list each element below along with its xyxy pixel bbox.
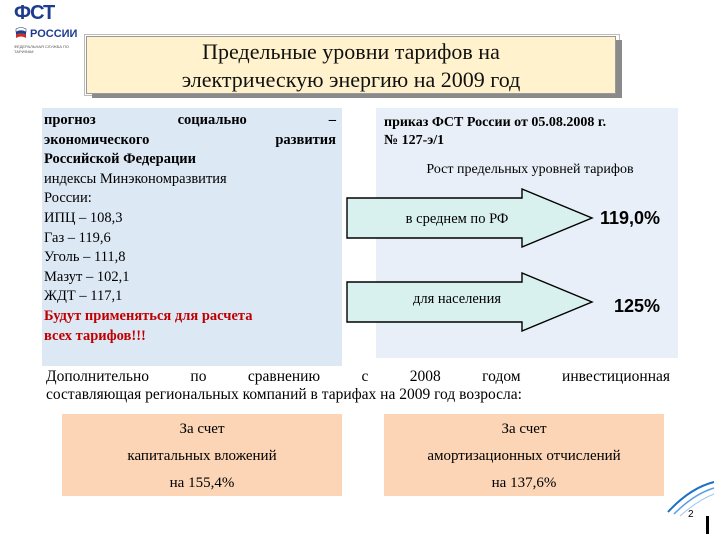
forecast-line-3: Российской Федерации: [44, 151, 197, 168]
order-line-2: № 127-э/1: [384, 133, 445, 148]
tariff-growth-caption: Рост предельных уровней тарифов: [426, 162, 634, 177]
russian-flag-icon: [14, 26, 28, 40]
forecast-line-2: экономического развития: [44, 131, 336, 148]
page-title: [86, 38, 616, 94]
depreciation-box-line-3: на 137,6%: [491, 475, 557, 491]
title-line-2: электрическую энергию на 2009 год: [181, 67, 521, 92]
corner-bar: [706, 516, 709, 534]
average-tariff-value: 119,0%: [600, 208, 661, 228]
investment-line-2: составляющая региональных компаний в тарифах на 2009 год возросла:: [46, 386, 522, 403]
population-tariff-value: 125%: [614, 296, 661, 316]
page-number: 2: [688, 509, 694, 520]
logo-tagline: ФЕДЕРАЛЬНАЯ СЛУЖБА ПО ТАРИФАМ: [14, 44, 69, 54]
forecast-line-4: индексы Минэкономразвития: [44, 170, 227, 187]
capital-investments-box: [62, 414, 342, 496]
arrow-population-label: для населения: [412, 291, 501, 307]
logo-text-fst: ФСТ: [14, 2, 55, 24]
forecast-line-1: прогноз социально –: [44, 112, 336, 128]
forecast-text: [44, 111, 336, 346]
forecast-note-line-1: Будут применяться для расчета: [44, 307, 253, 324]
capital-box-line-3: на 155,4%: [169, 475, 235, 491]
order-line-1: приказ ФСТ России от 05.08.2008 г.: [384, 115, 607, 130]
capital-box-line-1: За счет: [179, 421, 225, 437]
index-item-gas: Газ – 119,6: [44, 229, 111, 246]
index-item-railway: ЖДТ – 117,1: [44, 288, 123, 305]
logo-text-russia: РОССИИ: [30, 28, 78, 40]
depreciation-box-line-2: амортизационных отчислений: [427, 448, 621, 464]
order-reference: [384, 114, 676, 150]
depreciation-box: [384, 414, 664, 496]
forecast-note-line-2: всех тарифов!!!: [44, 327, 146, 344]
forecast-line-5: России:: [44, 190, 92, 207]
index-item-fuel-oil: Мазут – 102,1: [44, 268, 130, 285]
arrow-average-label: в среднем по РФ: [405, 211, 509, 227]
investment-line-1: Дополнительно по сравнению с 2008 годом инвестиционная: [46, 368, 670, 385]
capital-box-line-2: капитальных вложений: [127, 448, 277, 464]
fst-logo: [6, 2, 84, 58]
title-line-1: Предельные уровни тарифов на: [202, 39, 500, 64]
investment-paragraph: [46, 368, 670, 404]
index-item-coal: Уголь – 111,8: [44, 249, 126, 266]
index-item-cpi: ИПЦ – 108,3: [44, 209, 123, 226]
depreciation-box-line-1: За счет: [501, 421, 547, 437]
